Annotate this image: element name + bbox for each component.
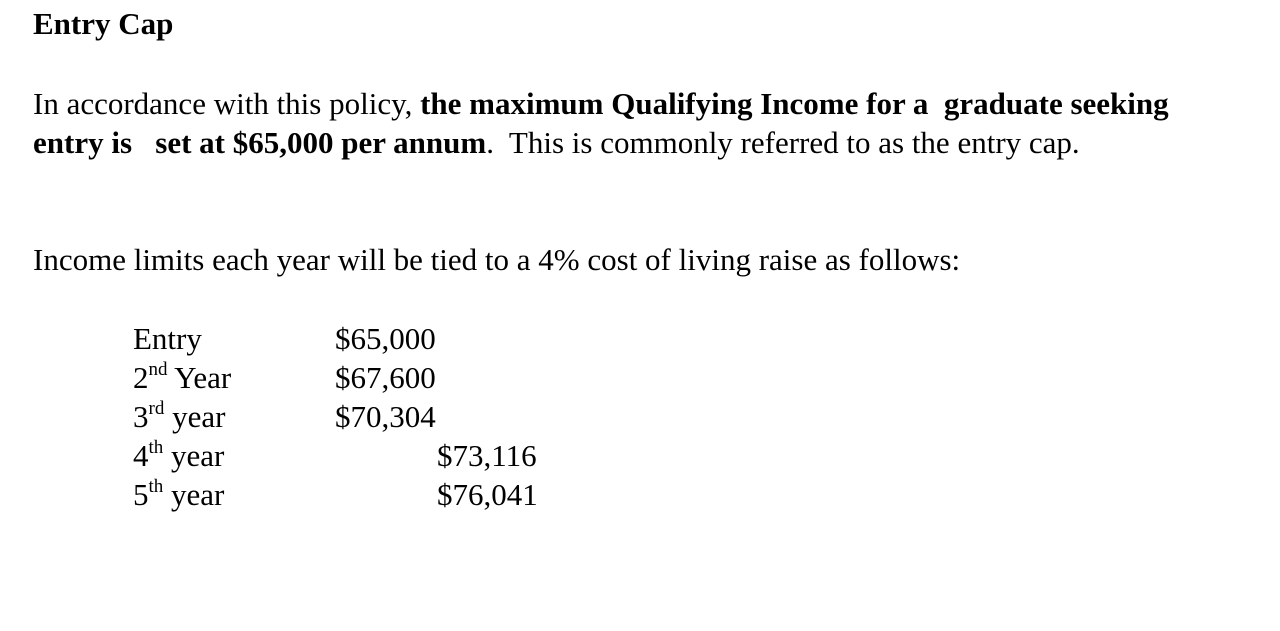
- schedule-label: [133, 358, 231, 397]
- schedule-row-year-2: [0, 358, 1280, 397]
- schedule-year-number: 2: [133, 360, 149, 395]
- schedule-year-number: 4: [133, 438, 149, 473]
- income-limits-intro: Income limits each year will be tied to a 4% cost of living raise as follows:: [33, 242, 961, 277]
- section-heading: Entry Cap: [33, 6, 174, 41]
- schedule-row-year-4: [0, 436, 1280, 475]
- ordinal-suffix: th: [148, 475, 164, 497]
- schedule-label: [133, 475, 224, 514]
- schedule-amount: $70,304: [335, 399, 436, 434]
- schedule-year-number: 5: [133, 477, 149, 512]
- ordinal-suffix: rd: [148, 397, 165, 419]
- schedule-label-text: Year: [167, 360, 232, 395]
- schedule-row-year-5: [0, 475, 1280, 514]
- schedule-row-year-3: [0, 397, 1280, 436]
- schedule-label-text: year: [163, 477, 225, 512]
- ordinal-suffix: nd: [148, 358, 168, 380]
- schedule-amount: $67,600: [335, 360, 436, 395]
- paragraph-emphasis: entry is set at $65,000 per annum: [33, 125, 487, 160]
- schedule-year-number: 3: [133, 399, 149, 434]
- schedule-amount: $73,116: [437, 438, 537, 473]
- schedule-label-text: Entry: [133, 321, 202, 356]
- schedule-amount: $76,041: [437, 477, 538, 512]
- schedule-label: [133, 319, 202, 358]
- paragraph-text: . This is commonly referred to as the entry cap.: [486, 125, 1080, 160]
- schedule-amount: $65,000: [335, 321, 436, 356]
- schedule-label: [133, 436, 224, 475]
- schedule-label: [133, 397, 225, 436]
- schedule-label-text: year: [163, 438, 225, 473]
- schedule-row-entry: [0, 319, 1280, 358]
- paragraph-text: In accordance with this policy,: [33, 86, 421, 121]
- paragraph-emphasis: the maximum Qualifying Income for a graduate seeking: [420, 86, 1169, 121]
- ordinal-suffix: th: [148, 436, 164, 458]
- schedule-label-text: year: [164, 399, 226, 434]
